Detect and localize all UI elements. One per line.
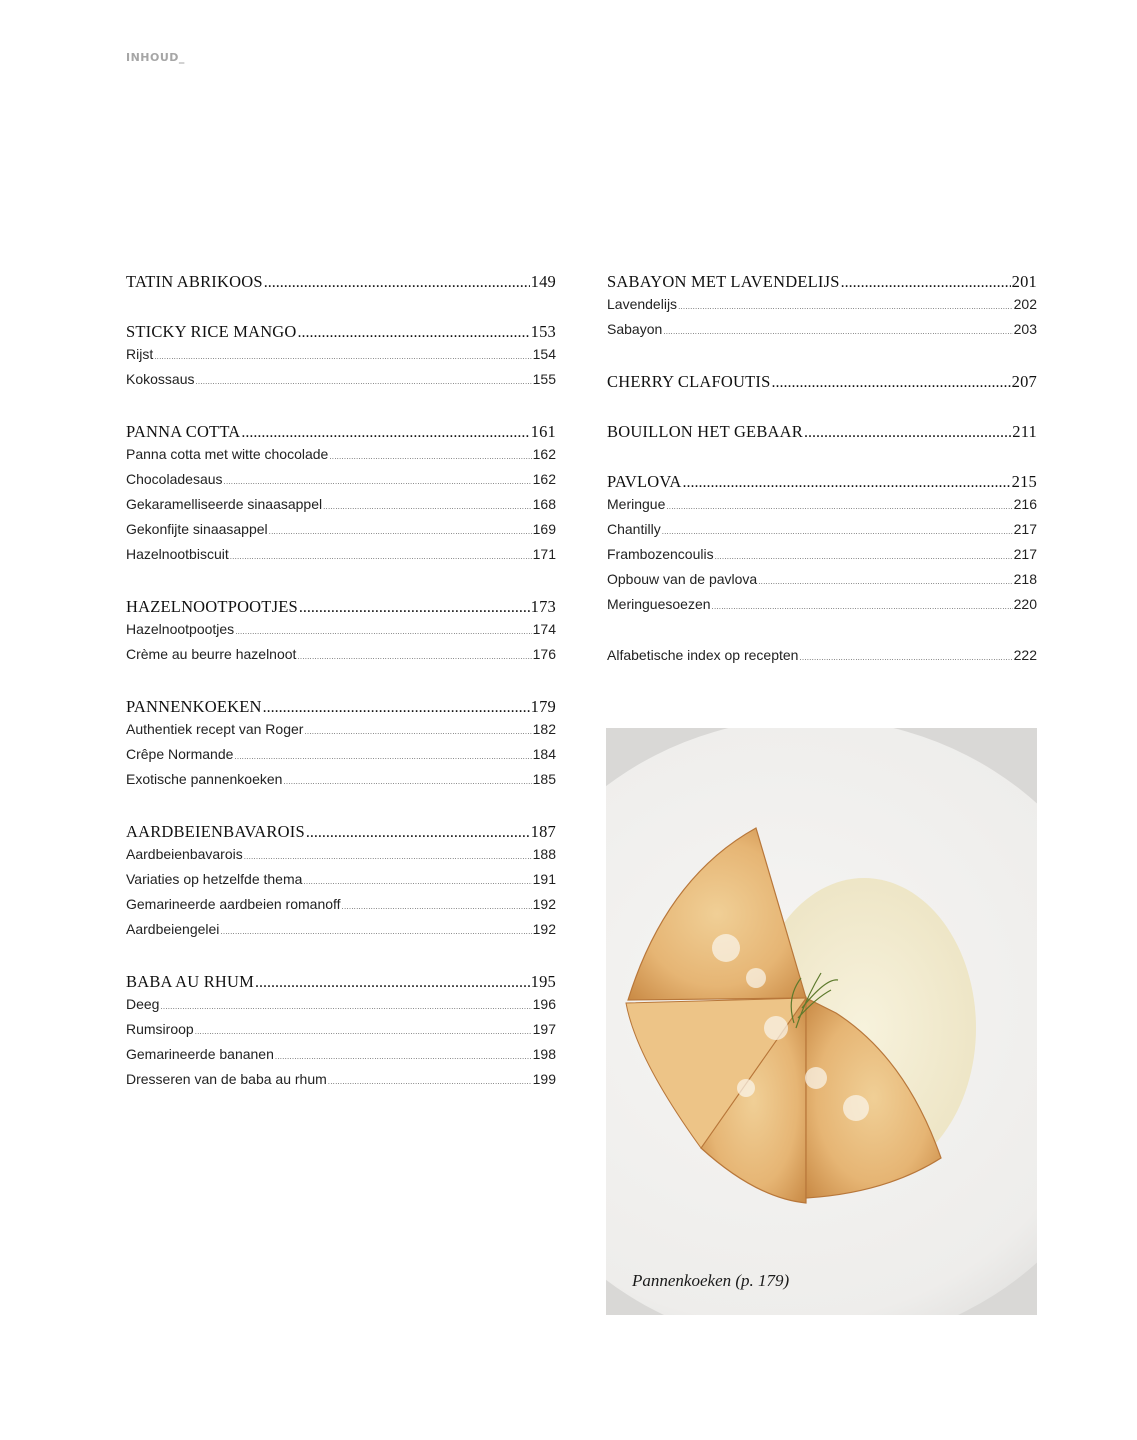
recipe-page-number: 155 [532, 371, 556, 387]
recipe-page-number: 203 [1013, 321, 1037, 337]
recipe-title: Sabayon [607, 321, 663, 337]
chapter-page-number: 211 [1012, 422, 1037, 441]
chapter-title: SABAYON MET LAVENDELIJS [607, 272, 840, 291]
toc-recipe-entry[interactable] [126, 521, 556, 546]
toc-section [126, 822, 556, 946]
chapter-page-number: 153 [530, 322, 556, 341]
dot-leader [264, 274, 530, 292]
photo-caption: Pannenkoeken (p. 179) [632, 1271, 790, 1290]
recipe-title: Kokossaus [126, 371, 195, 387]
recipe-title: Authentiek recept van Roger [126, 721, 304, 737]
recipe-title: Crêpe Normande [126, 746, 234, 762]
toc-recipe-entry[interactable] [126, 846, 556, 871]
recipe-page-number: 217 [1013, 546, 1037, 562]
dot-leader [269, 527, 532, 536]
toc-left-column [126, 272, 556, 1122]
recipe-page-number: 174 [532, 621, 556, 637]
toc-recipe-entry[interactable] [607, 321, 1037, 346]
recipe-title: Hazelnootpootjes [126, 621, 235, 637]
recipe-page-number: 202 [1013, 296, 1037, 312]
dot-leader [299, 599, 530, 617]
dot-leader [234, 752, 531, 761]
recipe-page-number: 162 [532, 471, 556, 487]
recipe-title: Gemarineerde bananen [126, 1046, 274, 1062]
dot-leader [195, 1027, 532, 1036]
toc-recipe-entry[interactable] [126, 921, 556, 946]
recipe-page-number: 222 [1013, 647, 1037, 663]
toc-section [607, 272, 1037, 346]
recipe-page-number: 220 [1013, 596, 1037, 612]
dot-leader [323, 502, 532, 511]
toc-chapter-entry[interactable] [126, 422, 556, 446]
chapter-page-number: 201 [1011, 272, 1037, 291]
dot-leader [666, 502, 1012, 511]
toc-chapter-entry[interactable] [607, 472, 1037, 496]
dot-leader [799, 653, 1012, 662]
recipe-title: Rijst [126, 346, 154, 362]
recipe-page-number: 176 [532, 646, 556, 662]
recipe-page-number: 216 [1013, 496, 1037, 512]
recipe-page-number: 171 [532, 546, 556, 562]
recipe-title: Gekonfijte sinaasappel [126, 521, 268, 537]
toc-section [126, 422, 556, 571]
recipe-page-number: 192 [532, 896, 556, 912]
recipe-page-number: 169 [532, 521, 556, 537]
toc-recipe-entry[interactable] [126, 996, 556, 1021]
chapter-title: AARDBEIENBAVAROIS [126, 822, 305, 841]
toc-recipe-entry[interactable] [126, 1021, 556, 1046]
toc-chapter-entry[interactable] [126, 322, 556, 346]
toc-section [126, 597, 556, 671]
toc-recipe-entry[interactable] [126, 446, 556, 471]
dot-leader [263, 699, 530, 717]
toc-right-column [607, 272, 1037, 698]
dot-leader [275, 1052, 532, 1061]
chapter-page-number: 187 [530, 822, 556, 841]
toc-recipe-entry[interactable] [607, 496, 1037, 521]
dot-leader [297, 652, 531, 661]
toc-section [126, 972, 556, 1096]
chapter-title: CHERRY CLAFOUTIS [607, 372, 771, 391]
chapter-title: BABA AU RHUM [126, 972, 255, 991]
recipe-page-number: 154 [532, 346, 556, 362]
dot-leader [772, 374, 1011, 392]
recipe-title: Gekaramelliseerde sinaasappel [126, 496, 323, 512]
toc-recipe-entry[interactable] [126, 646, 556, 671]
dot-leader [306, 824, 530, 842]
recipe-page-number: 188 [532, 846, 556, 862]
recipe-title: Alfabetische index op recepten [607, 647, 799, 663]
chapter-title: TATIN ABRIKOOS [126, 272, 263, 291]
recipe-title: Dresseren van de baba au rhum [126, 1071, 327, 1087]
chapter-title: BOUILLON HET GEBAAR [607, 422, 803, 441]
chapter-page-number: 161 [530, 422, 556, 441]
running-head: INHOUD_ [126, 51, 185, 64]
pancakes-illustration [606, 728, 1037, 1315]
toc-recipe-entry[interactable] [607, 571, 1037, 596]
dot-leader [255, 974, 530, 992]
recipe-page-number: 168 [532, 496, 556, 512]
recipe-title: Variaties op hetzelfde thema [126, 871, 303, 887]
recipe-title: Deeg [126, 996, 160, 1012]
chapter-page-number: 207 [1011, 372, 1037, 391]
recipe-title: Chocoladesaus [126, 471, 223, 487]
chapter-page-number: 195 [530, 972, 556, 991]
toc-section [126, 272, 556, 296]
toc-recipe-entry[interactable] [607, 546, 1037, 571]
recipe-title: Chantilly [607, 521, 661, 537]
dot-leader [662, 527, 1013, 536]
dot-leader [303, 877, 531, 886]
toc-recipe-entry[interactable] [126, 896, 556, 921]
recipe-title: Exotische pannenkoeken [126, 771, 283, 787]
dot-leader [220, 927, 531, 936]
toc-recipe-entry[interactable] [126, 771, 556, 796]
recipe-page-number: 198 [532, 1046, 556, 1062]
recipe-title: Hazelnootbiscuit [126, 546, 229, 562]
toc-chapter-entry[interactable] [607, 272, 1037, 296]
toc-recipe-entry[interactable] [607, 596, 1037, 621]
dot-leader [712, 602, 1013, 611]
toc-recipe-entry[interactable] [126, 1071, 556, 1096]
recipe-page-number: 182 [532, 721, 556, 737]
toc-recipe-entry[interactable] [126, 496, 556, 521]
toc-recipe-entry[interactable] [126, 1046, 556, 1071]
toc-chapter-entry[interactable] [126, 597, 556, 621]
dot-leader [715, 552, 1013, 561]
chapter-title: STICKY RICE MANGO [126, 322, 297, 341]
dot-leader [298, 324, 530, 342]
toc-recipe-entry[interactable] [607, 647, 1037, 672]
dot-leader [244, 852, 532, 861]
recipe-page-number: 192 [532, 921, 556, 937]
toc-section [607, 422, 1037, 446]
toc-recipe-entry[interactable] [126, 621, 556, 646]
recipe-title: Crème au beurre hazelnoot [126, 646, 297, 662]
chapter-title: PAVLOVA [607, 472, 682, 491]
toc-recipe-entry[interactable] [126, 371, 556, 396]
dot-leader [804, 424, 1011, 442]
chapter-title: HAZELNOOTPOOTJES [126, 597, 298, 616]
dot-leader [235, 627, 531, 636]
recipe-title: Meringuesoezen [607, 596, 711, 612]
dot-leader [682, 474, 1010, 492]
dot-leader [329, 452, 531, 461]
chapter-title: PANNA COTTA [126, 422, 241, 441]
dot-leader [224, 477, 532, 486]
dot-leader [342, 902, 532, 911]
recipe-page-number: 217 [1013, 521, 1037, 537]
toc-recipe-entry[interactable] [126, 721, 556, 746]
toc-chapter-entry[interactable] [126, 822, 556, 846]
recipe-title: Lavendelijs [607, 296, 678, 312]
recipe-title: Aardbeienbavarois [126, 846, 243, 862]
recipe-title: Gemarineerde aardbeien romanoff [126, 896, 341, 912]
recipe-title: Frambozencoulis [607, 546, 714, 562]
recipe-page-number: 185 [532, 771, 556, 787]
chapter-page-number: 173 [530, 597, 556, 616]
toc-chapter-entry[interactable] [607, 422, 1037, 446]
dot-leader [841, 274, 1011, 292]
recipe-page-number: 196 [532, 996, 556, 1012]
toc-recipe-entry[interactable] [126, 346, 556, 371]
recipe-page-number: 197 [532, 1021, 556, 1037]
dot-leader [304, 727, 531, 736]
dot-leader [328, 1077, 532, 1086]
toc-recipe-entry[interactable] [126, 871, 556, 896]
dot-leader [241, 424, 529, 442]
dot-leader [230, 552, 532, 561]
recipe-page-number: 218 [1013, 571, 1037, 587]
dot-leader [678, 302, 1013, 311]
chapter-title: PANNENKOEKEN [126, 697, 262, 716]
toc-section [607, 472, 1037, 621]
toc-chapter-entry[interactable] [126, 972, 556, 996]
recipe-page-number: 191 [532, 871, 556, 887]
recipe-title: Rumsiroop [126, 1021, 194, 1037]
toc-section [607, 372, 1037, 396]
pancakes-photo [606, 728, 1037, 1315]
dot-leader [283, 777, 531, 786]
toc-section [607, 647, 1037, 672]
dot-leader [160, 1002, 531, 1011]
recipe-title: Opbouw van de pavlova [607, 571, 758, 587]
toc-section [126, 697, 556, 796]
recipe-page-number: 199 [532, 1071, 556, 1087]
recipe-title: Aardbeiengelei [126, 921, 220, 937]
toc-chapter-entry[interactable] [607, 372, 1037, 396]
dot-leader [663, 327, 1012, 336]
recipe-page-number: 184 [532, 746, 556, 762]
dot-leader [758, 577, 1012, 586]
recipe-title: Panna cotta met witte chocolade [126, 446, 329, 462]
toc-recipe-entry[interactable] [126, 546, 556, 571]
toc-section [126, 322, 556, 396]
recipe-page-number: 162 [532, 446, 556, 462]
dot-leader [195, 377, 531, 386]
toc-recipe-entry[interactable] [607, 521, 1037, 546]
toc-chapter-entry[interactable] [126, 272, 556, 296]
toc-recipe-entry[interactable] [126, 471, 556, 496]
toc-chapter-entry[interactable] [126, 697, 556, 721]
dot-leader [154, 352, 531, 361]
chapter-page-number: 149 [530, 272, 556, 291]
recipe-title: Meringue [607, 496, 666, 512]
toc-recipe-entry[interactable] [607, 296, 1037, 321]
chapter-page-number: 179 [530, 697, 556, 716]
toc-recipe-entry[interactable] [126, 746, 556, 771]
chapter-page-number: 215 [1011, 472, 1037, 491]
